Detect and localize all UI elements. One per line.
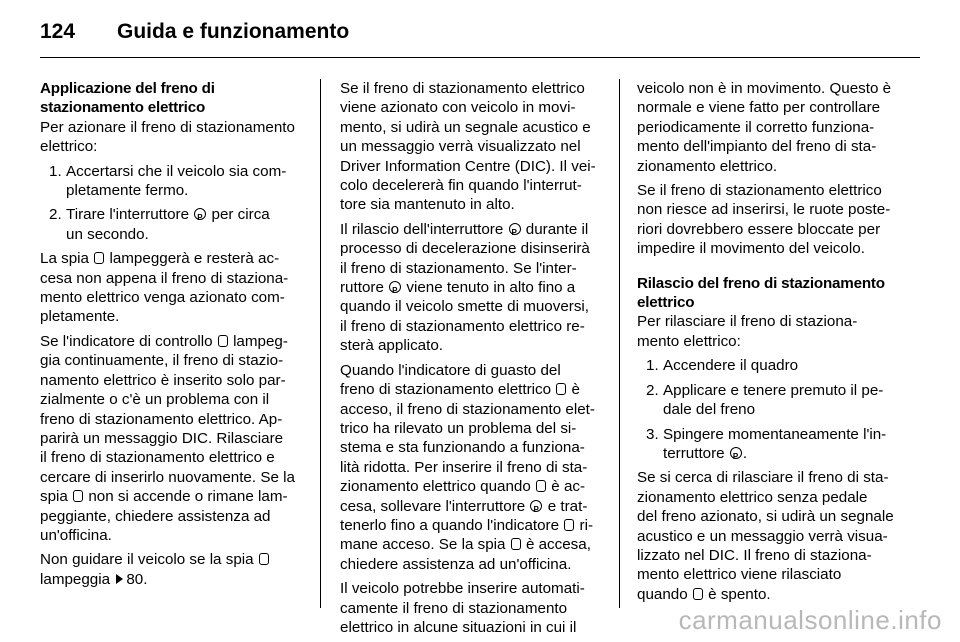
parking-brake-lamp-icon [218,335,228,347]
chapter-title: Guida e funzionamento [117,20,350,43]
list-item: 1. Accendere il quadro [646,357,799,375]
parking-brake-switch-icon [530,500,542,512]
parking-brake-lamp-icon [536,480,546,492]
parking-brake-lamp-icon [94,252,104,264]
parking-brake-switch-icon [730,447,742,459]
list-item: 1. Accertarsi che il veicolo sia com- pletamente fermo. [49,162,287,200]
cross-reference-arrow-icon [116,574,123,584]
column-divider [320,79,321,608]
column-2 [340,79,604,642]
parking-brake-switch-icon [509,223,521,235]
header-rule [40,57,920,58]
paragraph: Il veicolo potrebbe inserire automati- camente il freno di stazionamento elettrico in alcune situazioni in cui il [340,580,585,636]
paragraph: Non guidare il veicolo se la spia lampeggia 80. [40,550,302,589]
list-item: 2. Tirare l'interruttore P per circa un secondo. [40,205,302,244]
section-heading-apply: Applicazione del freno di stazionamento elettrico [40,80,215,117]
list-item: 3. Spingere momentaneamente l'in- terruttore P . [637,425,905,464]
paragraph: Per azionare il freno di stazionamento elettrico: [40,118,295,156]
cross-reference-link[interactable]: 80. [126,570,148,588]
paragraph: veicolo non è in movimento. Questo è normale e viene fatto per controllare periodicamente il corretto funziona- mento dell'impianto del freno di sta- zionamento elettrico. [637,80,892,175]
watermark: carmanualsonline.info [678,605,942,635]
parking-brake-lamp-icon [693,588,703,600]
paragraph: Se si cerca di rilasciare il freno di sta- zionamento elettrico senza pedale del freno azionato, si udirà un segnale acustico e un messaggio verrà visua- lizzato nel DIC. Il freno di staziona- mento elettrico viene rilasciato quando è spento. [637,469,894,603]
parking-brake-lamp-icon [511,538,521,550]
list-item: 2. Applicare e tenere premuto il pe- dale del freno [646,381,884,419]
parking-brake-switch-icon [194,208,206,220]
paragraph: Quando l'indicatore di guasto del freno di stazionamento elettrico è acceso, il freno di stazionamento elet- trico ha rilevato un problema del si- stema e sta funzionando a funziona- lità ridotta. Per inserire il freno di sta- zionamento elettrico quando è ac- cesa, sollevare l'interruttore P e trat- tenerlo fino a quando l'indicatore ri- mane acceso. Se la spia è accesa, chiedere assistenza ad un'officina. [340,361,604,574]
paragraph: Se il freno di stazionamento elettrico non riesce ad inserirsi, le ruote poste- riori dovrebbero essere bloccate per impedire il movimento del veicolo. [637,182,891,258]
column-1 [40,79,302,594]
column-divider [619,79,620,608]
page-header [0,0,960,60]
parking-brake-lamp-icon [556,383,566,395]
column-3 [637,79,905,609]
paragraph: Se l'indicatore di controllo lampeg- gia continuamente, il freno di stazio- namento elettrico è inserito solo par- zialmente o c'è un problema con il freno di stazionamento elettrico. Ap- parirà un messaggio DIC. Rilasciare il freno di stazionamento elettrico e cercare di inserirlo nuovamente. Se la spia non si accende o rimane lam- peggiante, chiedere assistenza ad un'officina. [40,332,295,544]
paragraph: Se il freno di stazionamento elettrico viene azionato con veicolo in movi- mento, si udirà un segnale acustico e un messaggio verrà visualizzato nel Driver Information Centre (DIC). Il vei- colo decelererà fin quando l'interrut- tore sia mantenuto in alto. [340,80,596,214]
paragraph: La spia lampeggerà e resterà ac- cesa non appena il freno di staziona- mento elettrico venga azionato com- pletamente. [40,250,289,326]
page-number: 124 [40,20,76,43]
paragraph: Il rilascio dell'interruttore P durante il processo di decelerazione disinserirà il freno di stazionamento. Se l'inter- ruttore P viene tenuto in alto fino a quando il veicolo smette di muoversi, il freno di stazionamento elettrico re- sterà applicato. [340,220,604,356]
paragraph: Per rilasciare il freno di staziona- mento elettrico: [637,313,858,350]
parking-brake-switch-icon [389,281,401,293]
parking-brake-lamp-icon [564,519,574,531]
section-heading-release: Rilascio del freno di stazionamento elettrico [637,274,885,312]
parking-brake-lamp-icon [73,490,83,502]
parking-brake-lamp-icon [259,553,269,565]
